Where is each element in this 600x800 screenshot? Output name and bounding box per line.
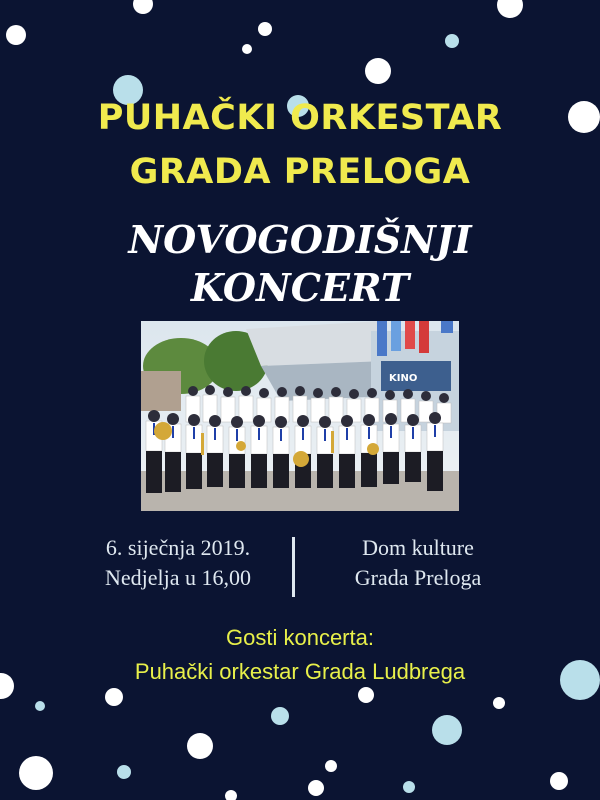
event-time: Nedjelja u 16,00 [104,565,252,590]
orchestra-photo [141,321,459,511]
subtitle-line-1: NOVOGODIŠNJI [128,217,472,262]
title-line-1: PUHAČKI ORKESTAR [97,98,503,138]
snow-dot [403,781,415,793]
title-line-2: GRADA PRELOGA [129,152,471,192]
snow-dot [358,687,374,703]
venue-line-2: Grada Preloga [354,565,482,590]
snow-dot [225,790,237,800]
snow-dot [271,707,289,725]
snow-dot [258,22,272,36]
snow-dot [432,715,462,745]
snow-dot [497,0,523,18]
snow-dot [365,58,391,84]
building-sign-text: KINO [389,373,418,384]
orchestra-photo-graphic [141,321,459,511]
guests-name: Puhački orkestar Grada Ludbrega [134,659,466,684]
venue-line-1: Dom kulture [362,535,474,560]
guests-label: Gosti koncerta: [226,625,374,650]
snow-dot [242,44,252,54]
snow-dot [6,25,26,45]
snow-dot [117,765,131,779]
snow-dot [445,34,459,48]
snow-dot [187,733,213,759]
event-date: 6. siječnja 2019. [105,535,251,560]
subtitle-line-2: KONCERT [190,265,410,310]
snow-dot [550,772,568,790]
info-divider [292,537,295,597]
snow-dot [105,688,123,706]
snow-dot [325,760,337,772]
snow-dot [308,780,324,796]
snow-dot [19,756,53,790]
snow-dot [133,0,153,14]
snow-dot [493,697,505,709]
snow-dot [35,701,45,711]
